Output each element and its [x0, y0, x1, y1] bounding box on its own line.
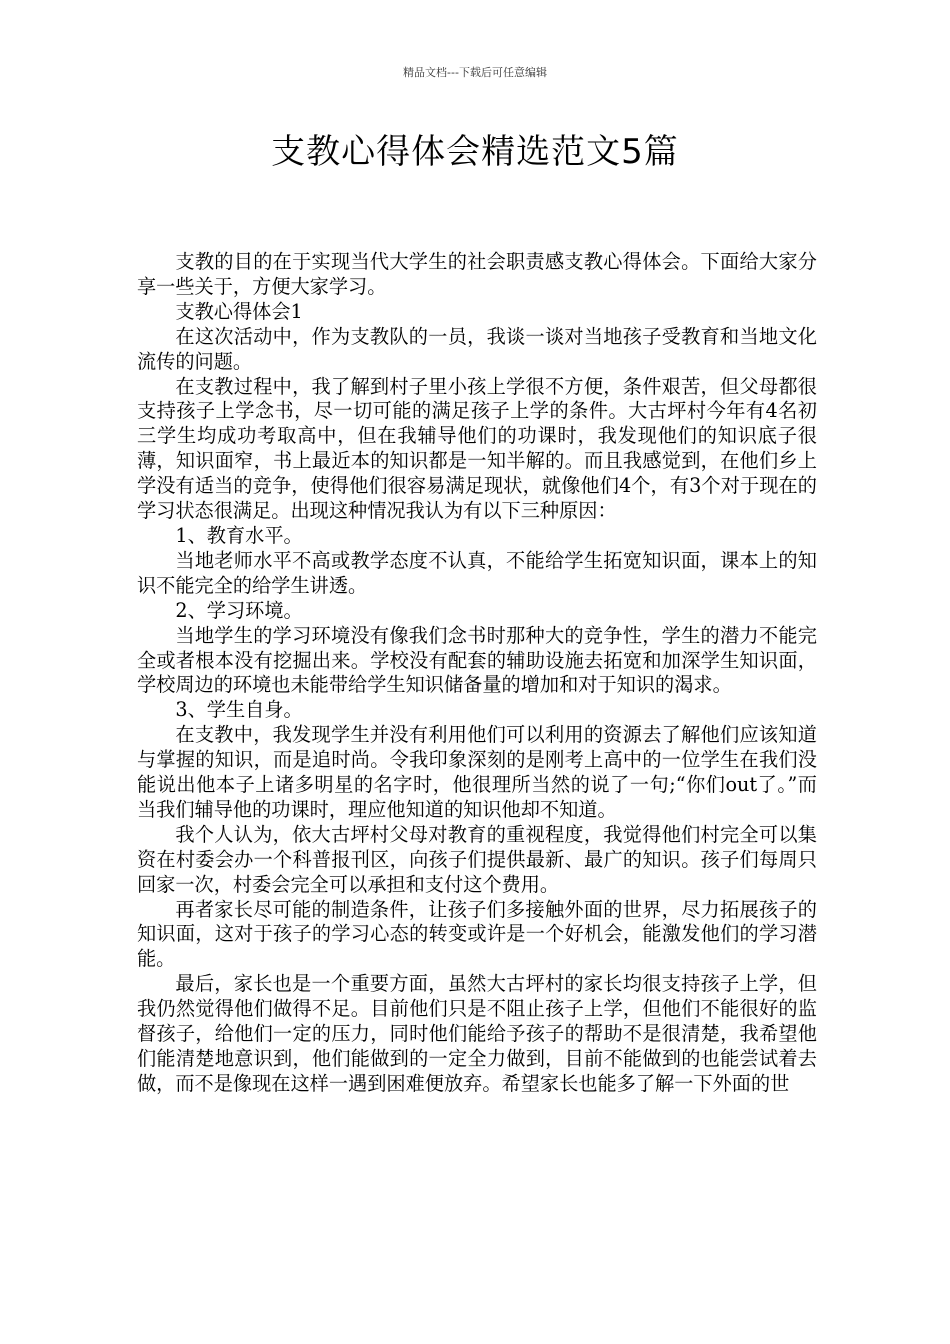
body-paragraph: 当地学生的学习环境没有像我们念书时那种大的竞争性，学生的潜力不能完全或者根本没有挖掘出来。学校没有配套的辅助设施去拓宽和加深学生知识面，学校周边的环境也未能带给学生知识储备量的增加和对于知识的渴求。: [137, 623, 817, 697]
document-header-note: 精品文档---下载后可任意编辑: [403, 66, 547, 79]
body-paragraph: 再者家长尽可能的制造条件，让孩子们多接触外面的世界，尽力拓展孩子的知识面，这对于孩子的学习心态的转变或许是一个好机会，能激发他们的学习潜能。: [137, 897, 817, 971]
body-paragraph: 在这次活动中，作为支教队的一员，我谈一谈对当地孩子受教育和当地文化流传的问题。: [137, 324, 817, 373]
section-heading: 支教心得体会1: [175, 299, 303, 323]
body-paragraph: 最后，家长也是一个重要方面，虽然大古坪村的家长均很支持孩子上学，但我仍然觉得他们做得不足。目前他们只是不阻止孩子上学，但他们不能很好的监督孩子，给他们一定的压力，同时他们能给予孩子的帮助不是很清楚，我希望他们能清楚地意识到，他们能做到的一定全力做到，目前不能做到的也能尝试着去做，而不是像现在这样一遇到困难便放弃。希望家长也能多了解一下外面的世: [137, 972, 817, 1095]
subheading: 2、学习环境。: [175, 598, 303, 622]
document-body: [137, 250, 817, 1097]
body-paragraph: 当地老师水平不高或教学态度不认真，不能给学生拓宽知识面，课本上的知识不能完全的给学生讲透。: [137, 548, 817, 597]
body-paragraph: 在支教过程中，我了解到村子里小孩上学很不方便，条件艰苦，但父母都很支持孩子上学念书，尽一切可能的满足孩子上学的条件。大古坪村今年有4名初三学生均成功考取高中，但在我辅导他们的功课时，我发现他们的知识底子很薄，知识面窄，书上最近本的知识都是一知半解的。而且我感觉到，在他们乡上学没有适当的竞争，使得他们很容易满足现状，就像他们4个，有3个对于现在的学习状态很满足。出现这种情况我认为有以下三种原因：: [137, 374, 817, 523]
body-paragraph: 在支教中，我发现学生并没有利用他们可以利用的资源去了解他们应该知道与掌握的知识，而是追时尚。令我印象深刻的是刚考上高中的一位学生在我们没能说出他本子上诸多明星的名字时，他很理所当然的说了一句;“你们out了。”而当我们辅导他的功课时，理应他知道的知识他却不知道。: [137, 723, 817, 821]
document-title: 支教心得体会精选范文5篇: [271, 132, 679, 172]
subheading: 3、学生自身。: [175, 698, 303, 722]
body-paragraph: 我个人认为，依大古坪村父母对教育的重视程度，我觉得他们村完全可以集资在村委会办一个科普报刊区，向孩子们提供最新、最广的知识。孩子们每周只回家一次，村委会完全可以承担和支付这个费用。: [137, 822, 817, 896]
body-paragraph: 支教的目的在于实现当代大学生的社会职责感支教心得体会。下面给大家分享一些关于，方便大家学习。: [137, 250, 817, 298]
subheading: 1、教育水平。: [175, 523, 303, 547]
